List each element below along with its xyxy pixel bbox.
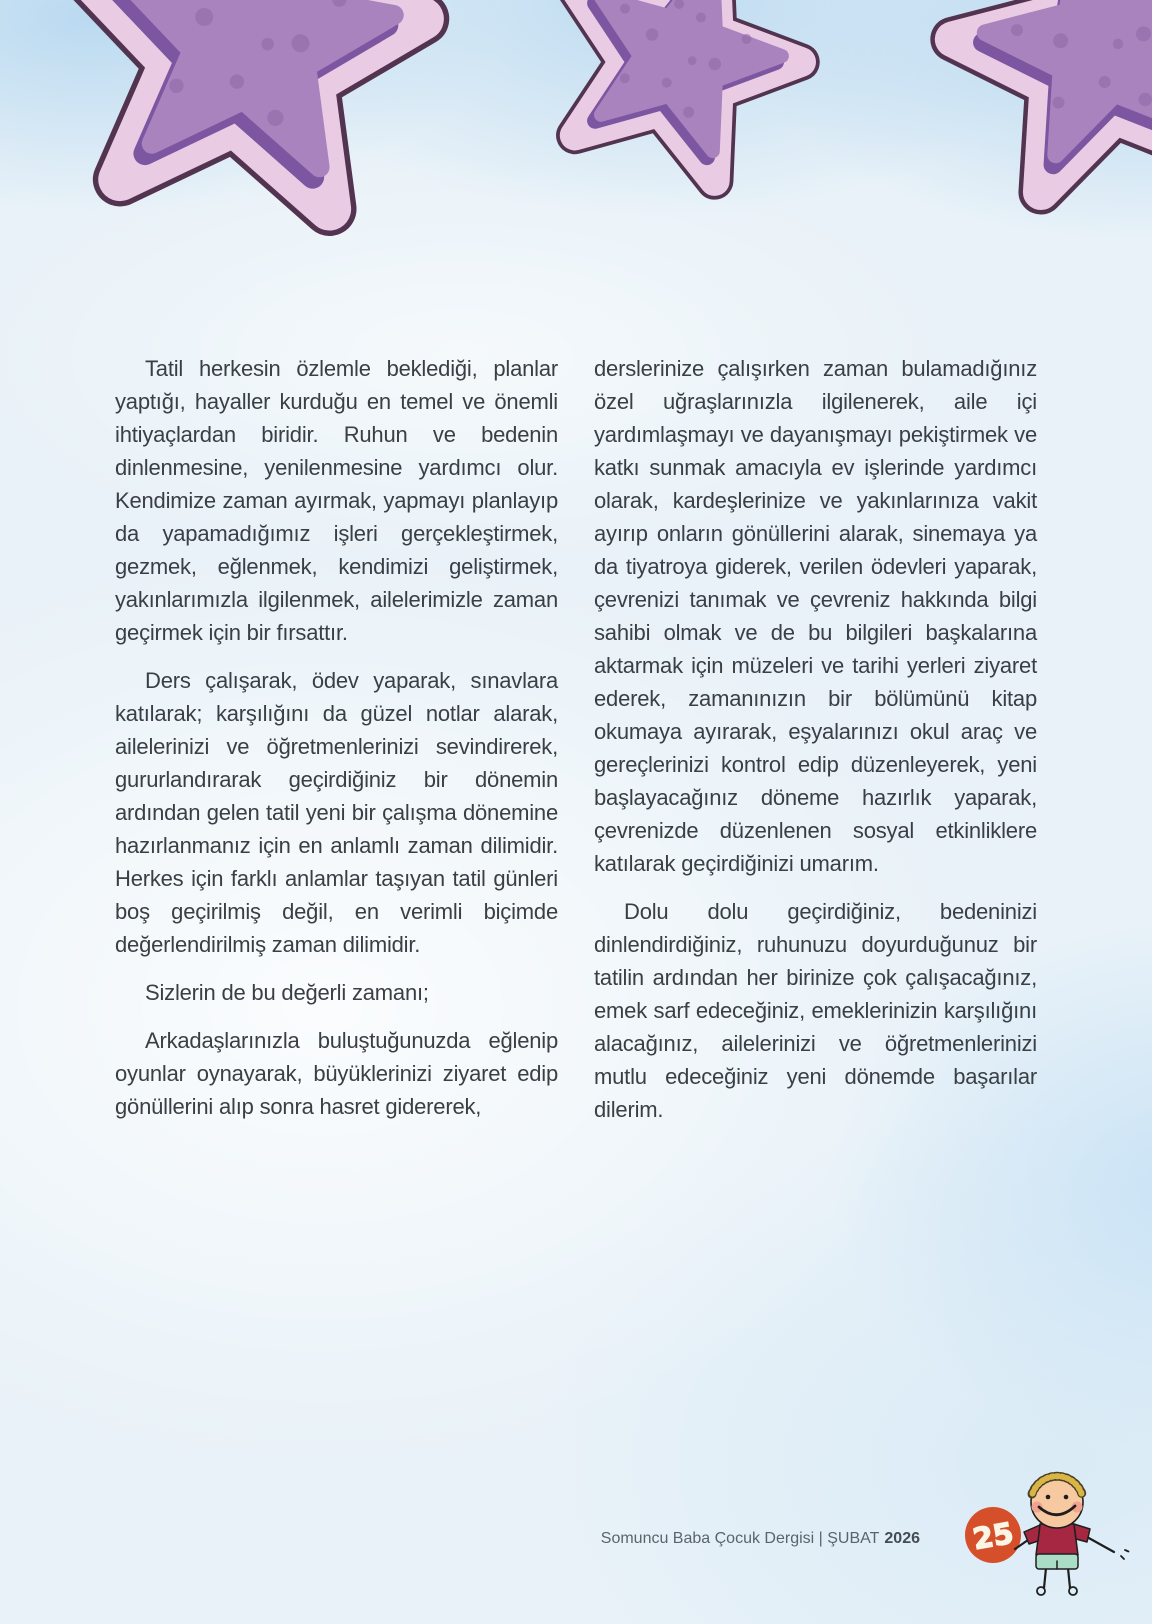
sparkle-icon xyxy=(1121,1550,1129,1559)
article-column-1 xyxy=(115,352,558,1141)
paragraph: Ders çalışarak, ödev yaparak, sınavlara katılarak; karşılığını da güzel notlar alarak, ailelerinizi ve öğretmenlerinizi sevindirerek, gururlandırarak geçirdiğiniz bir dönemin ardından gelen tatil yeni bir çalışma dönemine hazırlanmanız için en anlamlı zaman dilimidir. Herkes için farklı anlamlar taşıyan tatil günleri boş geçirilmiş değil, en verimli biçimde değerlendirilmiş zaman dilimidir. xyxy=(115,668,558,957)
footer-badge-and-mascot xyxy=(950,1452,1152,1612)
page-number: 25 xyxy=(970,1515,1016,1557)
purple-star-icon-center xyxy=(532,0,828,195)
paragraph-continuation: derslerinize çalışırken zaman bulamadığınız özel uğraşlarınızla ilgilenerek, aile içi yardımlaşmayı ve dayanışmayı pekiştirmek ve katkı sunmak amacıyla ev işlerinde yardımcı olarak, kardeşlerinize ve yakınlarınıza vakit ayırıp onların gönüllerini alarak, sinemaya ya da tiyatroya giderek, verilen ödevleri yaparak, çevrenizi tanımak ve çevreniz hakkında bilgi sahibi olmak ve de bu bilgileri başkalarına aktarmak için müzeleri ve tarihi yerleri ziyaret ederek, zamanınızın bir bölümünü kitap okumaya ayırarak, eşyalarınızı okul araç ve gereçlerinizi kontrol edip düzenleyerek, yeni başlayacağınız döneme hazırlık yaparak, çevrenizde düzenlenen sosyal etkinliklere katılarak geçirdiğinizi umarım. xyxy=(594,356,1037,876)
article-column-2 xyxy=(594,352,1037,1141)
mascot-right-arm xyxy=(1087,1537,1114,1552)
paragraph: Sizlerin de bu değerli zamanı; xyxy=(145,980,429,1005)
mascot-sleeve xyxy=(1074,1524,1090,1542)
stars-decoration xyxy=(0,0,1152,270)
paragraph: Arkadaşlarınızla buluştuğunuzda eğlenip oyunlar oynayarak, büyüklerinizi ziyaret edip gönüllerini alıp sonra hasret gidererek, xyxy=(115,1028,558,1119)
purple-star-icon-right xyxy=(931,0,1152,203)
page-number-badge xyxy=(965,1507,1021,1563)
footer-journal-line xyxy=(601,1530,920,1548)
mascot-foot xyxy=(1037,1587,1045,1595)
mascot-legs xyxy=(1044,1568,1070,1588)
purple-star-icon-left xyxy=(55,0,439,218)
paragraph: Tatil herkesin özlemle beklediği, planlar yaptığı, hayaller kurduğu en temel ve önemli ihtiyaçlardan biridir. Ruhun ve bedenin dinlenmesine, yenilenmesine yardımcı olur. Kendimize zaman ayırmak, yapmayı planlayıp da yapamadığımız işleri gerçekleştirmek, gezmek, eğlenmek, kendimizi geliştirmek, yakınlarımızla ilgilenmek, ailelerimizle zaman geçirmek için bir fırsattır. xyxy=(115,356,558,645)
mascot-foot xyxy=(1069,1587,1077,1595)
child-mascot-icon xyxy=(1015,1476,1129,1595)
article-body xyxy=(115,352,1037,1141)
mascot-eye xyxy=(1046,1495,1051,1500)
paragraph: Dolu dolu geçirdiğiniz, bedeninizi dinlendirdiğiniz, ruhunuzu doyurduğunuz bir tatilin ardından her birinize çok çalışacağınız, emek sarf edeceğiniz, emeklerinizin karşılığını alacağınız, ailelerinizi ve öğretmenlerinizi mutlu edeceğiniz yeni dönemde başarılar dilerim. xyxy=(594,899,1037,1122)
journal-name: Somuncu Baba Çocuk Dergisi | ŞUBAT xyxy=(600,1530,880,1547)
issue-year: 2026 xyxy=(884,1530,920,1547)
mascot-eye xyxy=(1064,1495,1069,1500)
